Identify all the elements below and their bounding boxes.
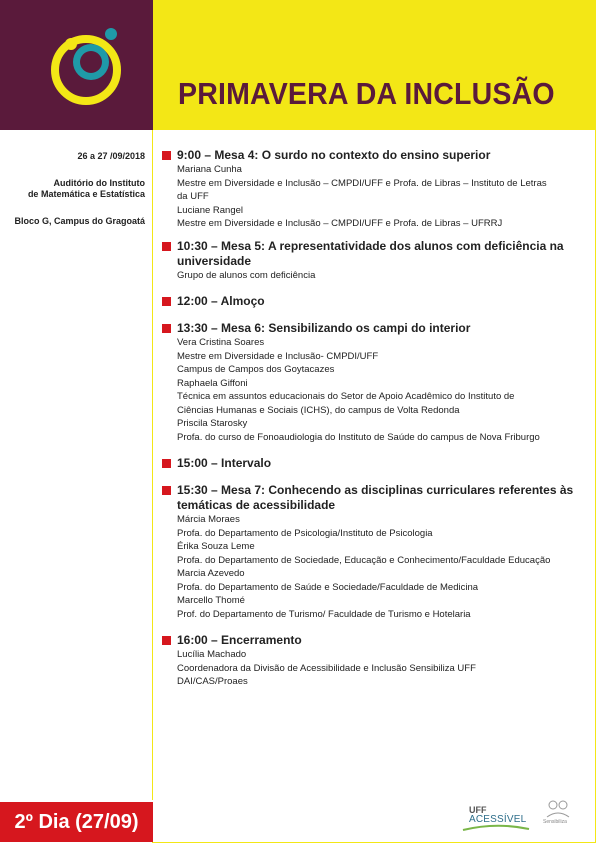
session-detail-line: Luciane Rangel — [177, 204, 244, 216]
session-title-line: 13:30 – Mesa 6: Sensibilizando os campi do interior — [177, 321, 471, 335]
venue-line1: Auditório do Instituto — [53, 178, 145, 188]
sensibiliza-logo-icon — [543, 797, 573, 819]
sidebar — [0, 130, 153, 843]
session-title-line: 12:00 – Almoço — [177, 294, 265, 308]
venue-location: Bloco G, Campus do Gragoatá — [14, 216, 145, 226]
session-title — [162, 633, 582, 648]
session-detail-line: Grupo de alunos com deficiência — [177, 269, 316, 281]
program-session — [162, 321, 582, 444]
program-session — [162, 148, 582, 231]
sensibiliza-logo-text: Sensibiliza — [543, 819, 567, 825]
bullet-square-icon — [162, 324, 171, 333]
session-title-line: temáticas de acessibilidade — [177, 498, 336, 512]
session-detail-line: Vera Cristina Soares — [177, 337, 265, 348]
session-detail-line: Márcia Moraes — [177, 514, 240, 525]
event-date: 26 a 27 /09/2018 — [77, 151, 145, 161]
session-detail-line: Lucília Machado — [177, 649, 247, 660]
session-detail-line: Campus de Campos dos Goytacazes — [177, 364, 335, 375]
session-detail-line: Marcia Azevedo — [177, 568, 245, 579]
program-session — [162, 633, 582, 689]
session-title — [162, 148, 582, 163]
program-session — [162, 239, 582, 283]
session-title — [162, 294, 582, 309]
program-list — [162, 148, 582, 689]
session-title-line: 9:00 – Mesa 4: O surdo no contexto do ensino superior — [177, 148, 491, 162]
session-title-line: 16:00 – Encerramento — [177, 633, 302, 647]
session-detail-line: Profa. do Departamento de Psicologia/Instituto de Psicologia — [177, 527, 433, 539]
session-detail-line: Marcello Thomé — [177, 595, 245, 606]
session-detail-line: Mestre em Diversidade e Inclusão – CMPDI/UFF e Profa. de Libras – UFRRJ — [177, 218, 503, 229]
session-detail-line: Profa. do Departamento de Saúde e Sociedade/Faculdade de Medicina — [177, 581, 479, 593]
bullet-square-icon — [162, 242, 171, 251]
program-session — [162, 483, 582, 621]
day-badge: 2º Dia (27/09) — [0, 800, 153, 842]
program-session — [162, 294, 582, 309]
session-title — [162, 321, 582, 336]
session-detail-line: Profa. do curso de Fonoaudiologia do Instituto de Saúde do campus de Nova Friburgo — [177, 431, 540, 443]
session-detail-line: Mestre em Diversidade e Inclusão- CMPDI/UFF — [177, 350, 379, 362]
swoosh-icon — [461, 824, 531, 832]
session-detail-line: DAI/CAS/Proaes — [177, 676, 248, 687]
session-detail-line: Priscila Starosky — [177, 418, 248, 429]
session-detail-line: Raphaela Giffoni — [177, 377, 248, 389]
session-title-line: 10:30 – Mesa 5: A representatividade dos alunos com deficiência na — [177, 238, 564, 253]
acessivel-logo-text: ACESSÍVEL — [469, 814, 527, 825]
session-title — [162, 483, 582, 513]
session-title — [162, 239, 582, 269]
session-title — [162, 456, 582, 471]
session-detail-line: Técnica em assuntos educacionais do Setor de Apoio Acadêmico do Instituto de — [177, 391, 515, 402]
session-detail-line: Ciências Humanas e Sociais (ICHS), do campus de Volta Redonda — [177, 404, 460, 416]
session-detail-line: Mestre em Diversidade e Inclusão – CMPDI/UFF e Profa. de Libras – Instituto de Letras — [177, 177, 547, 189]
bullet-square-icon — [162, 151, 171, 160]
page-title: PRIMAVERA DA INCLUSÃO — [178, 76, 555, 111]
session-detail-line: Mariana Cunha — [177, 164, 242, 175]
program-session — [162, 456, 582, 471]
session-title-line: universidade — [177, 253, 252, 268]
footer-logos — [455, 797, 585, 832]
bullet-square-icon — [162, 459, 171, 468]
session-detail-line: Coordenadora da Divisão de Acessibilidade e Inclusão Sensibiliza UFF — [177, 662, 476, 674]
session-detail-line: Profa. do Departamento de Sociedade, Educação e Conhecimento/Faculdade Educação — [177, 554, 551, 566]
session-title-line: 15:30 – Mesa 7: Conhecendo as disciplinas curriculares referentes às — [177, 483, 574, 497]
inclusion-logo-icon — [45, 22, 131, 108]
bullet-square-icon — [162, 486, 171, 495]
session-title-line: 15:00 – Intervalo — [177, 456, 272, 470]
bullet-square-icon — [162, 297, 171, 306]
venue-line2: de Matemática e Estatística — [27, 189, 145, 199]
session-detail-line: Érika Souza Leme — [177, 541, 255, 552]
session-detail-line: Prof. do Departamento de Turismo/ Faculdade de Turismo e Hotelaria — [177, 608, 471, 620]
uff-logo-text: UFF — [469, 805, 487, 815]
session-detail-line: da UFF — [177, 191, 209, 202]
bullet-square-icon — [162, 636, 171, 645]
